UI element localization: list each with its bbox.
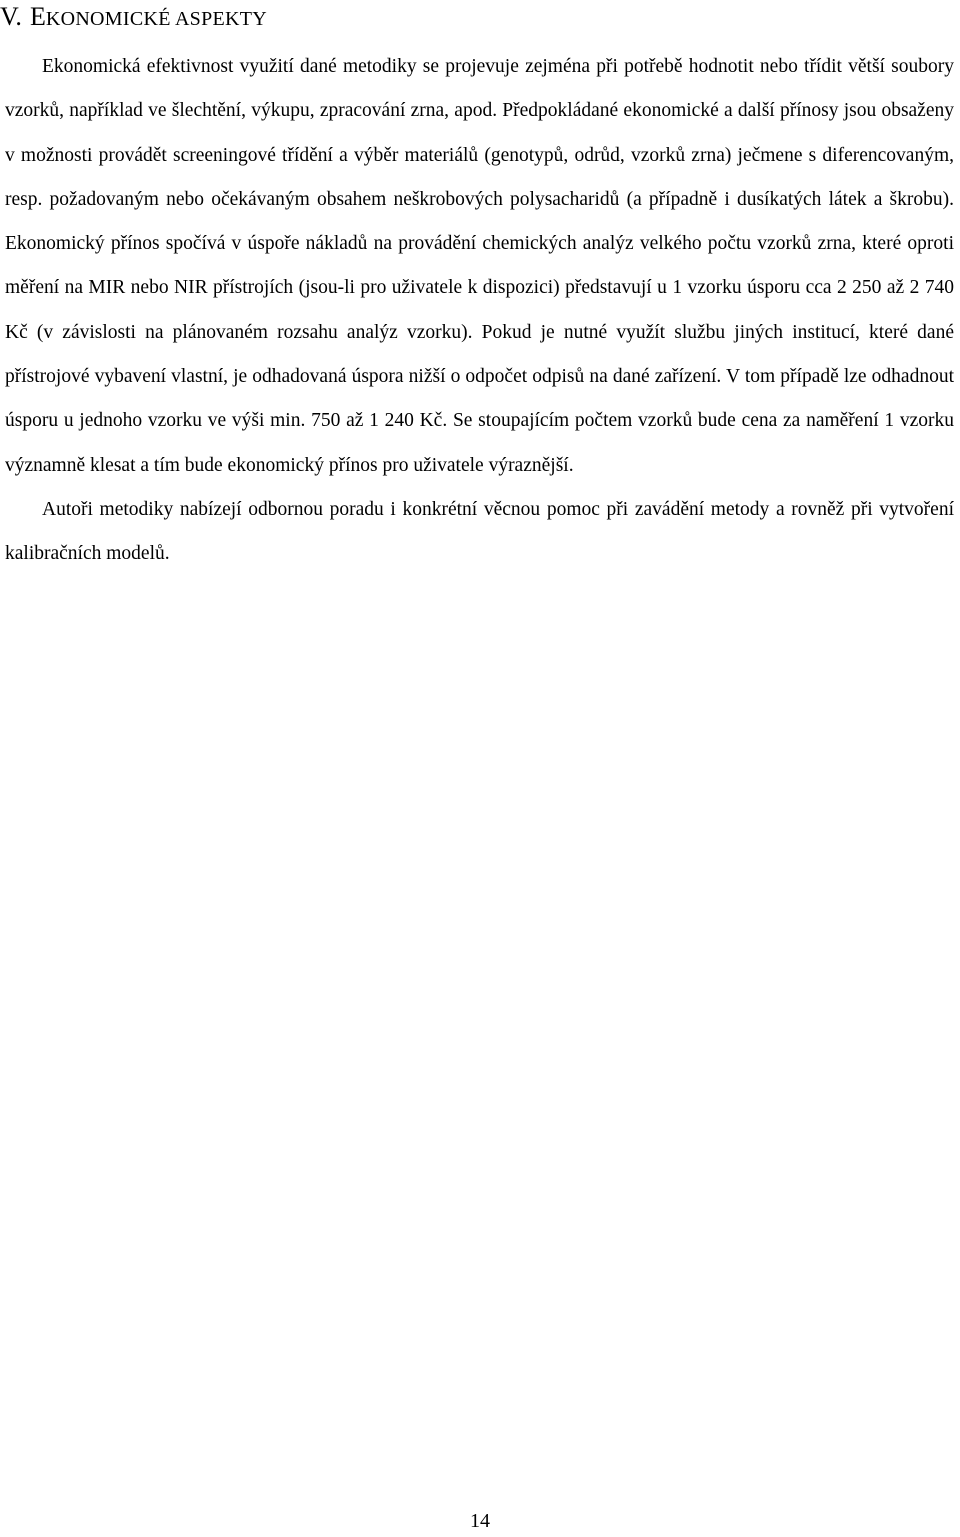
paragraph-authors-offer: Autoři metodiky nabízejí odbornou poradu i konkrétní věcnou pomoc při zavádění metody a rovněž při vytvoření kalibračních modelů. bbox=[5, 498, 954, 565]
section-body bbox=[5, 45, 954, 577]
section-title-rest: KONOMICKÉ ASPEKTY bbox=[45, 8, 268, 30]
page-number: 14 bbox=[470, 1510, 490, 1532]
section-title-initial: E bbox=[29, 2, 46, 31]
section-number: V. bbox=[0, 2, 22, 31]
paragraph-economic-efficiency: Ekonomická efektivnost využití dané metodiky se projevuje zejména při potřebě hodnotit nebo třídit větší soubory vzorků, například ve šlechtění, výkupu, zpracování zrna, apod. Předpokládané ekonomické a další přínosy jsou obsaženy v možnosti provádět screeningové třídění a výběr materiálů (genotypů, odrůd, vzorků zrna) ječmene s diferencovaným, resp. požadovaným nebo očekávaným obsahem neškrobových polysacharidů (a případně i dusíkatých látek a škrobu). Ekonomický přínos spočívá v úspoře nákladů na provádění chemických analýz velkého počtu vzorků zrna, které oproti měření na MIR nebo NIR přístrojích (jsou-li pro uživatele k dispozici) představují u 1 vzorku úsporu cca 2 250 až 2 740 Kč (v závislosti na plánovaném rozsahu analýz vzorku). Pokud je nutné využít službu jiných institucí, které dané přístrojové vybavení vlastní, je odhadovaná úspora nižší o odpočet odpisů na dané zařízení. V tom případě lze odhadnout úsporu u jednoho vzorku ve výši min. 750 až 1 240 Kč. Se stoupajícím počtem vzorků bude cena za naměření 1 vzorku významně klesat a tím bude ekonomický přínos pro uživatele výraznější. bbox=[5, 56, 954, 476]
section-heading bbox=[0, 0, 267, 34]
